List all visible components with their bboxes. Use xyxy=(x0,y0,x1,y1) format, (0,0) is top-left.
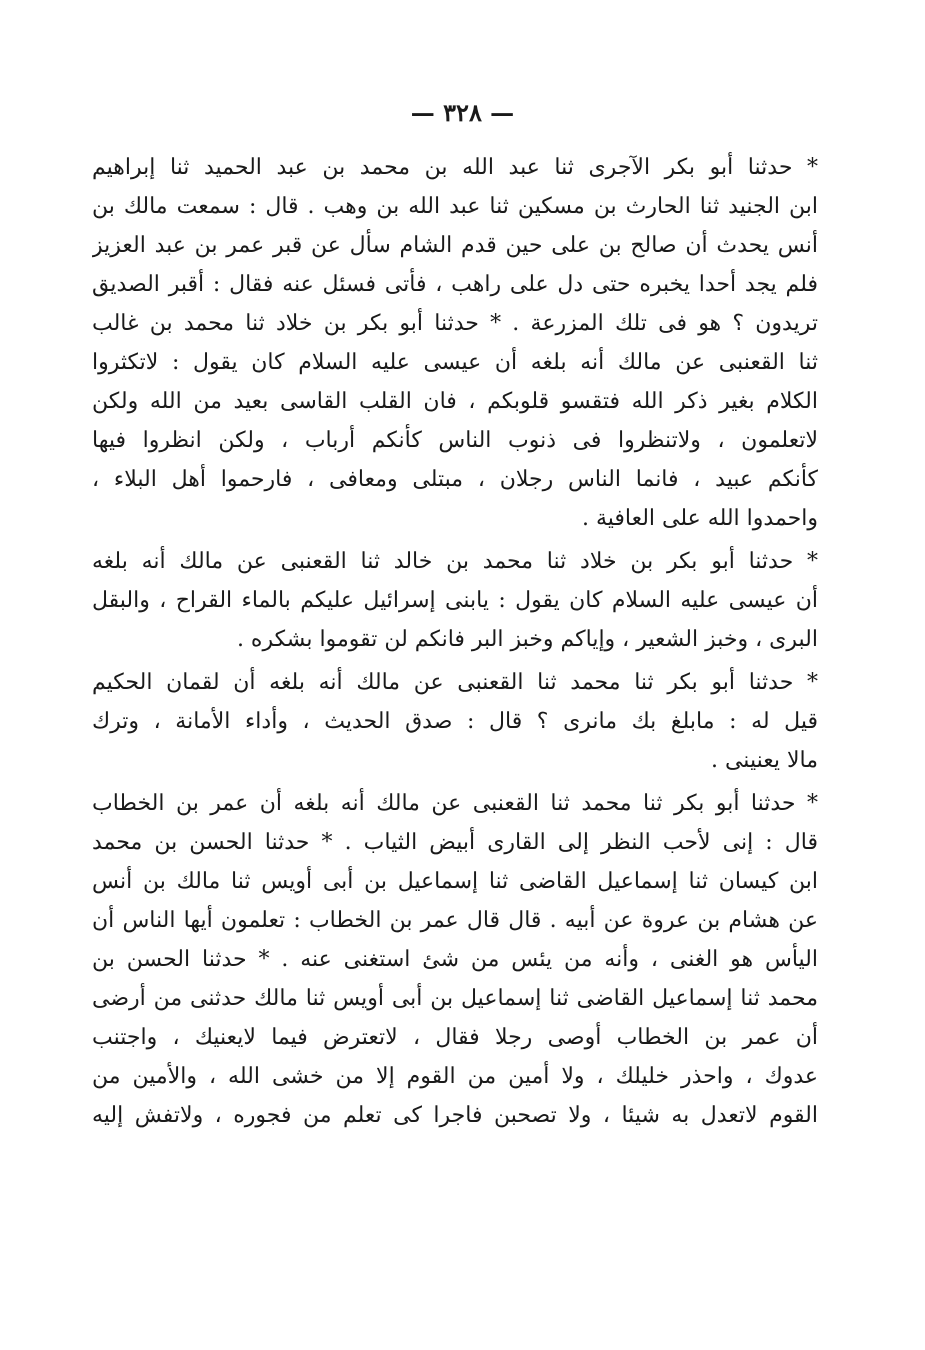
text-line: واحمدوا الله على العافية . xyxy=(581,506,818,531)
paragraph-1 xyxy=(92,148,818,538)
text-line: أن عيسى عليه السلام كان يقول : يابنى إسرائيل عليكم بالماء القراح ، والبقل xyxy=(92,588,818,613)
text-line: ابن كيسان ثنا إسماعيل القاضى ثنا إسماعيل بن أبى أويس ثنا مالك بن أنس xyxy=(92,869,818,894)
paragraph-3 xyxy=(92,663,818,780)
text-line: لاتعلمون ، ولاتنظروا فى ذنوب الناس كأنكم أرباب ، ولكن انظروا فيها xyxy=(92,428,818,453)
text-line: أن عمر بن الخطاب أوصى رجلا فقال ، لاتعترض فيما لايعنيك ، واجتنب xyxy=(92,1025,818,1050)
text-line: مالا يعنينى . xyxy=(710,748,818,773)
body-text xyxy=(92,148,818,1135)
text-line: * حدثنا أبو بكر بن خلاد ثنا محمد بن خالد ثنا القعنبى عن مالك أنه بلغه xyxy=(92,549,818,574)
text-line: أنس يحدث أن صالح بن على حين قدم الشام سأل عن قبر عمر بن عبد العزيز xyxy=(92,233,818,258)
text-line: الكلام بغير ذكر الله فتقسو قلوبكم ، فان القلب القاسى بعيد من الله ولكن xyxy=(92,389,818,414)
text-line: كأنكم عبيد ، فانما الناس رجلان ، مبتلى ومعافى ، فارحموا أهل البلاء ، xyxy=(92,467,818,492)
text-line: قال : إنى لأحب النظر إلى القارى أبيض الثياب . * حدثنا الحسن بن محمد xyxy=(92,830,818,855)
text-line: عن هشام بن عروة عن أبيه . قال قال عمر بن الخطاب : تعلمون أيها الناس أن xyxy=(92,908,818,933)
text-line: عدوك ، واحذر خليلك ، ولا أمين من القوم إلا من خشى الله ، والأمين من xyxy=(92,1064,818,1089)
paragraph-4 xyxy=(92,784,818,1135)
page-number: — ٣٢٨ — xyxy=(410,98,515,127)
text-line: * حدثنا أبو بكر ثنا محمد ثنا القعنبى عن مالك أنه بلغه أن لقمان الحكيم xyxy=(92,670,818,695)
text-line: القوم لاتعدل به شيئا ، ولا تصحبن فاجرا كى تعلم من فجوره ، ولاتفش إليه xyxy=(92,1103,818,1128)
paragraph-2 xyxy=(92,542,818,659)
text-line: فلم يجد أحدا يخبره حتى دل على راهب ، فأتى فسئل عنه فقال : أقبر الصديق xyxy=(92,272,818,297)
text-line: اليأس هو الغنى ، وأنه من يئس من شئ استغنى عنه . * حدثنا الحسن بن xyxy=(92,947,818,972)
text-line: قيل له : مابلغ بك مانرى ؟ قال : صدق الحديث ، وأداء الأمانة ، وترك xyxy=(92,709,818,734)
text-line: ثنا القعنبى عن مالك أنه بلغه أن عيسى عليه السلام كان يقول : لاتكثروا xyxy=(92,350,818,375)
text-line: * حدثنا أبو بكر الآجرى ثنا عبد الله بن محمد بن عبد الحميد ثنا إبراهيم xyxy=(92,155,818,180)
text-line: ابن الجنيد ثنا الحارث بن مسكين ثنا عبد الله بن وهب . قال : سمعت مالك بن xyxy=(92,194,818,219)
text-line: تريدون ؟ هو فى تلك المزرعة . * حدثنا أبو بكر بن خلاد ثنا محمد بن غالب xyxy=(92,311,818,336)
text-line: محمد ثنا إسماعيل القاضى ثنا إسماعيل بن أبى أويس ثنا مالك حدثنى من أرضى xyxy=(92,986,818,1011)
text-line: * حدثنا أبو بكر ثنا محمد ثنا القعنبى عن مالك أنه بلغه أن عمر بن الخطاب xyxy=(92,791,818,816)
text-line: البرى ، وخبز الشعير ، وإياكم وخبز البر فانكم لن تقوموا بشكره . xyxy=(236,627,818,652)
